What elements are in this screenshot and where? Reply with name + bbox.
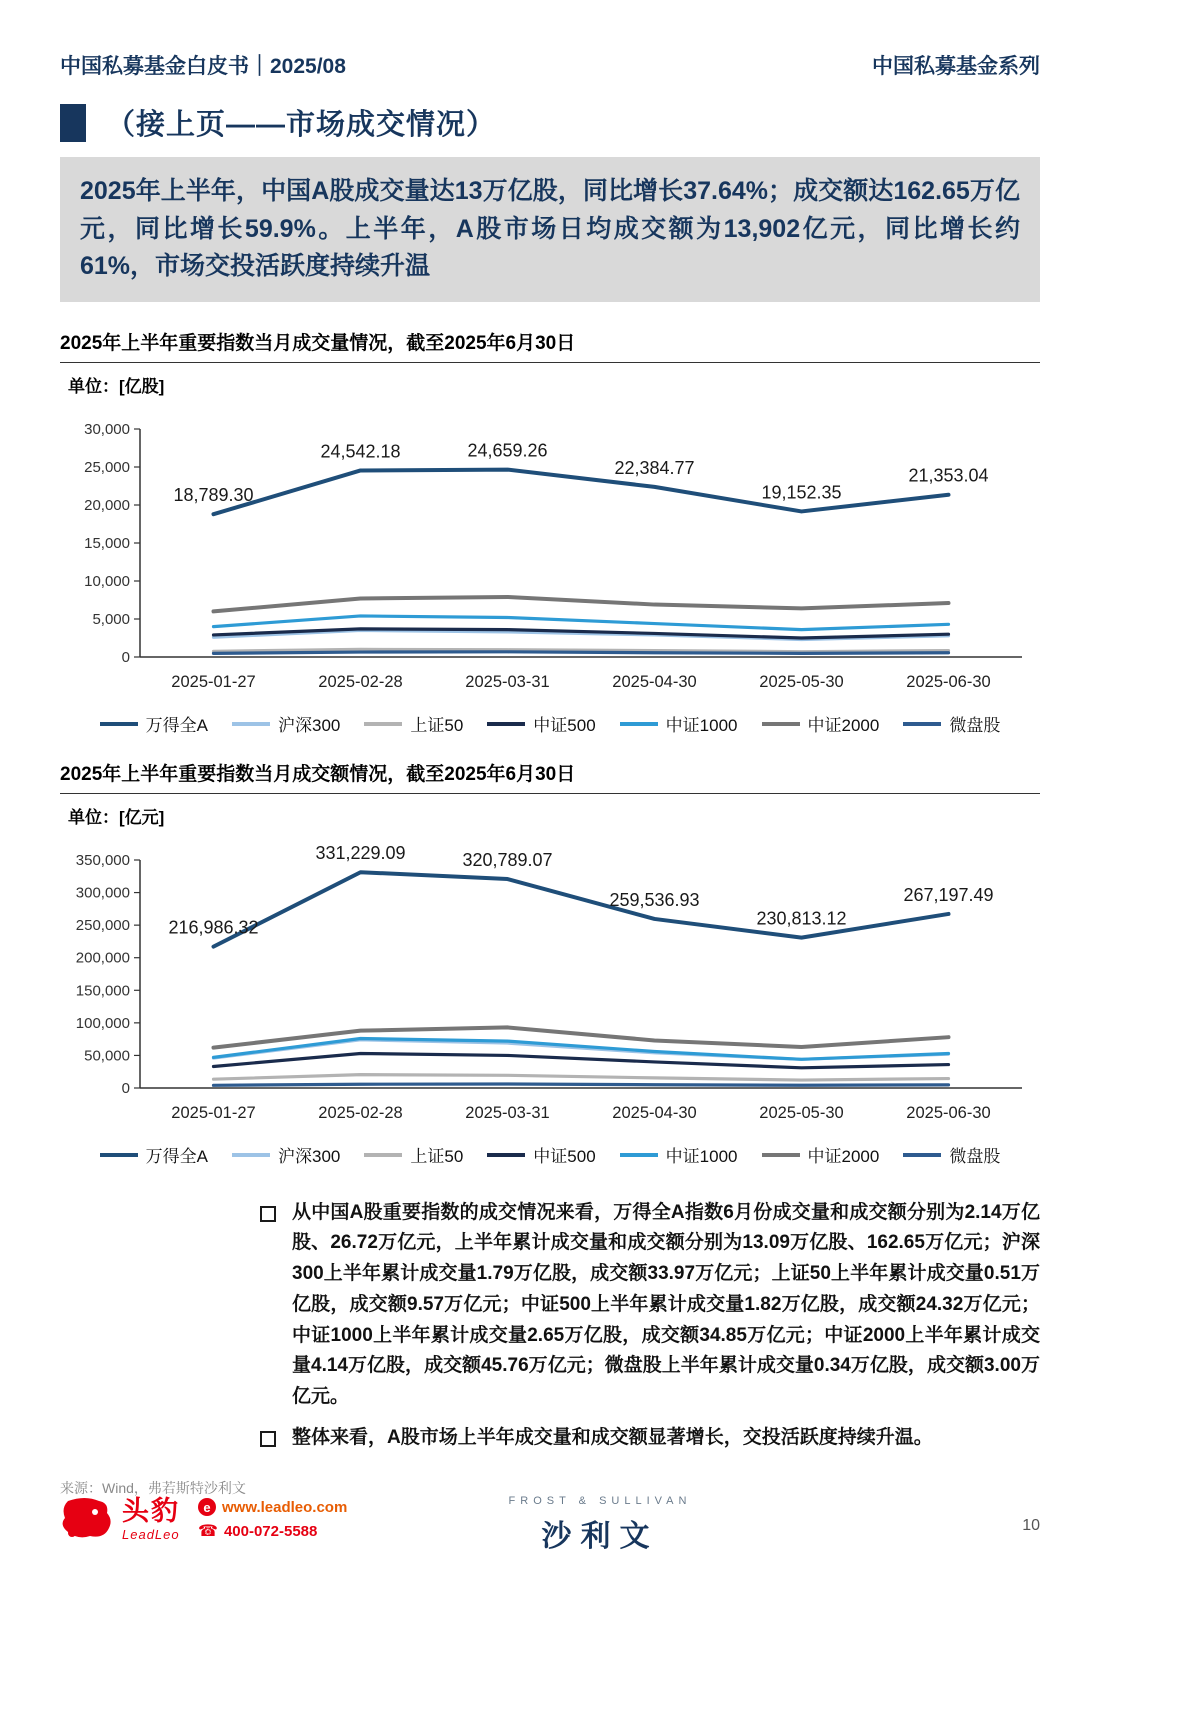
frost-sullivan-logo	[509, 1495, 692, 1555]
legend-label: 中证2000	[807, 716, 880, 735]
header-title: 中国私募基金白皮书｜2025/08	[60, 55, 346, 78]
legend-swatch	[100, 1153, 138, 1157]
shalywen-wordmark: 沙利文	[541, 1520, 659, 1553]
series-line-微盘股	[214, 1084, 949, 1085]
data-label: 331,229.09	[315, 842, 406, 863]
bullet-square-icon	[260, 1206, 276, 1222]
series-line-中证2000	[214, 596, 949, 610]
analysis-bullets	[260, 1198, 1040, 1454]
legend-swatch	[364, 1153, 402, 1157]
legend-item-中证1000	[620, 711, 738, 736]
x-tick-label: 2025-01-27	[171, 1103, 256, 1122]
x-tick-label: 2025-03-31	[465, 672, 550, 691]
y-tick-label: 350,000	[75, 851, 130, 869]
x-tick-label: 2025-06-30	[906, 672, 991, 691]
legend-label: 中证500	[533, 716, 596, 735]
volume-chart-legend	[60, 711, 1040, 737]
legend-item-万得全A	[100, 711, 208, 736]
phone-row	[198, 1521, 347, 1541]
y-tick-label: 300,000	[75, 884, 130, 902]
legend-label: 微盘股	[949, 1147, 1001, 1166]
bullet-square-icon	[260, 1431, 276, 1447]
turnover-chart-title: 2025年上半年重要指数当月成交额情况，截至2025年6月30日	[60, 759, 1040, 794]
legend-item-中证1000	[620, 1142, 738, 1167]
legend-label: 万得全A	[145, 1147, 208, 1166]
y-tick-label: 150,000	[75, 981, 130, 999]
data-label: 320,789.07	[462, 849, 553, 870]
bullet-text: 从中国A股重要指数的成交情况来看，万得全A指数6月份成交量和成交额分别为2.14万亿股、26.72万亿元，上半年累计成交量和成交额分别为13.09万亿股、162.65万亿元；沪深300上半年累计成交量1.79万亿股，成交额33.97万亿元；上证50上半年累计成交量0.51万亿股，成交额9.57万亿元；中证500上半年累计成交量1.82万亿股，成交额24.32万亿元；中证1000上半年累计成交量2.65万亿股，成交额34.85万亿元；中证2000上半年累计成交量4.14万亿股，成交额45.76万亿元；微盘股上半年累计成交量0.34万亿股，成交额3.00万亿元。	[292, 1201, 1040, 1408]
data-label: 19,152.35	[761, 481, 842, 502]
volume-line-chart	[60, 399, 1040, 709]
y-tick-label: 15,000	[84, 534, 130, 552]
section-title: （接上页——市场成交情况）	[106, 109, 497, 141]
frost-sullivan-wordmark: FROST & SULLIVAN	[508, 1495, 692, 1507]
x-tick-label: 2025-03-31	[465, 1103, 550, 1122]
x-tick-label: 2025-01-27	[171, 672, 256, 691]
y-tick-label: 30,000	[84, 420, 130, 438]
x-tick-label: 2025-04-30	[612, 672, 697, 691]
header-series: 中国私募基金系列	[872, 55, 1040, 78]
title-square-marker	[60, 104, 86, 142]
data-label: 267,197.49	[903, 884, 994, 905]
phone-number: 400-072-5588	[223, 1522, 318, 1540]
y-tick-label: 0	[121, 648, 130, 666]
bullet-text: 整体来看，A股市场上半年成交量和成交额显著增长，交投活跃度持续升温。	[292, 1426, 933, 1448]
turnover-chart-block	[60, 759, 1040, 1168]
legend-label: 沪深300	[278, 1147, 341, 1166]
legend-swatch	[620, 1153, 658, 1157]
volume-chart-block	[60, 328, 1040, 737]
legend-item-上证50	[364, 1142, 463, 1167]
data-label: 24,542.18	[320, 440, 401, 461]
source-note: 来源：Wind，弗若斯特沙利文	[60, 1479, 246, 1496]
legend-label: 万得全A	[145, 716, 208, 735]
legend-label: 沪深300	[278, 716, 341, 735]
legend-item-中证2000	[762, 711, 880, 736]
legend-swatch	[620, 722, 658, 726]
y-tick-label: 5,000	[92, 610, 130, 628]
data-label: 259,536.93	[609, 889, 700, 910]
brand-name-block	[122, 1498, 180, 1541]
section-title-row	[60, 102, 1040, 143]
y-tick-label: 100,000	[75, 1014, 130, 1032]
turnover-chart-legend	[60, 1142, 1040, 1168]
website-row	[198, 1498, 347, 1516]
x-tick-label: 2025-02-28	[318, 1103, 403, 1122]
volume-unit-label: 单位：[亿股]	[68, 376, 165, 396]
legend-item-中证500	[487, 1142, 595, 1167]
page-footer	[60, 1495, 1140, 1565]
legend-swatch	[903, 722, 941, 726]
volume-chart-title: 2025年上半年重要指数当月成交量情况，截至2025年6月30日	[60, 328, 1040, 363]
legend-swatch	[100, 722, 138, 726]
y-tick-label: 0	[121, 1079, 130, 1097]
legend-swatch	[487, 722, 525, 726]
legend-swatch	[232, 722, 270, 726]
brand-name: 头豹	[122, 1496, 180, 1526]
bullet-item	[260, 1423, 1040, 1454]
page-number: 10	[1022, 1517, 1040, 1534]
y-tick-label: 20,000	[84, 496, 130, 514]
summary-text: 2025年上半年，中国A股成交量达13万亿股，同比增长37.64%；成交额达162.65万亿元，同比增长59.9%。上半年，A股市场日均成交额为13,902亿元，同比增长约61%，市场交投活跃度持续升温	[80, 177, 1020, 280]
data-label: 230,813.12	[756, 908, 847, 929]
x-tick-label: 2025-04-30	[612, 1103, 697, 1122]
legend-label: 中证2000	[807, 1147, 880, 1166]
legend-item-微盘股	[903, 711, 1000, 736]
y-tick-label: 200,000	[75, 949, 130, 967]
legend-swatch	[487, 1153, 525, 1157]
summary-highlight-box	[60, 157, 1040, 302]
leadleo-bull-icon	[60, 1495, 112, 1544]
legend-label: 中证1000	[665, 716, 738, 735]
turnover-line-chart	[60, 830, 1040, 1140]
legend-swatch	[903, 1153, 941, 1157]
legend-swatch	[232, 1153, 270, 1157]
y-tick-label: 250,000	[75, 916, 130, 934]
leadleo-e-icon: e	[198, 1498, 216, 1516]
data-label: 18,789.30	[173, 484, 254, 505]
legend-label: 微盘股	[949, 716, 1001, 735]
x-tick-label: 2025-05-30	[759, 1103, 844, 1122]
y-tick-label: 50,000	[84, 1046, 130, 1064]
legend-swatch	[364, 722, 402, 726]
y-tick-label: 25,000	[84, 458, 130, 476]
legend-label: 中证1000	[665, 1147, 738, 1166]
y-tick-label: 10,000	[84, 572, 130, 590]
series-line-上证50	[214, 1074, 949, 1079]
phone-icon: ☎	[198, 1523, 218, 1540]
legend-item-微盘股	[903, 1142, 1000, 1167]
website-text: www.leadleo.com	[222, 1498, 348, 1516]
legend-label: 上证50	[410, 716, 464, 735]
legend-swatch	[762, 722, 800, 726]
data-label: 22,384.77	[614, 457, 695, 478]
legend-item-上证50	[364, 711, 463, 736]
data-label: 24,659.26	[467, 440, 548, 461]
series-line-微盘股	[214, 651, 949, 653]
contact-block	[198, 1498, 347, 1541]
data-label: 21,353.04	[908, 465, 989, 486]
page-header	[60, 50, 1040, 80]
legend-item-沪深300	[232, 711, 340, 736]
legend-item-中证500	[487, 711, 595, 736]
legend-label: 中证500	[533, 1147, 596, 1166]
bullet-item	[260, 1198, 1040, 1413]
data-label: 216,986.32	[168, 917, 259, 938]
brand-subname: LeadLeo	[122, 1527, 180, 1542]
turnover-unit-label: 单位：[亿元]	[68, 807, 165, 827]
legend-item-万得全A	[100, 1142, 208, 1167]
legend-swatch	[762, 1153, 800, 1157]
series-line-中证500	[214, 1053, 949, 1067]
legend-label: 上证50	[410, 1147, 464, 1166]
series-line-中证1000	[214, 615, 949, 629]
x-tick-label: 2025-02-28	[318, 672, 403, 691]
legend-item-沪深300	[232, 1142, 340, 1167]
legend-item-中证2000	[762, 1142, 880, 1167]
x-tick-label: 2025-05-30	[759, 672, 844, 691]
x-tick-label: 2025-06-30	[906, 1103, 991, 1122]
